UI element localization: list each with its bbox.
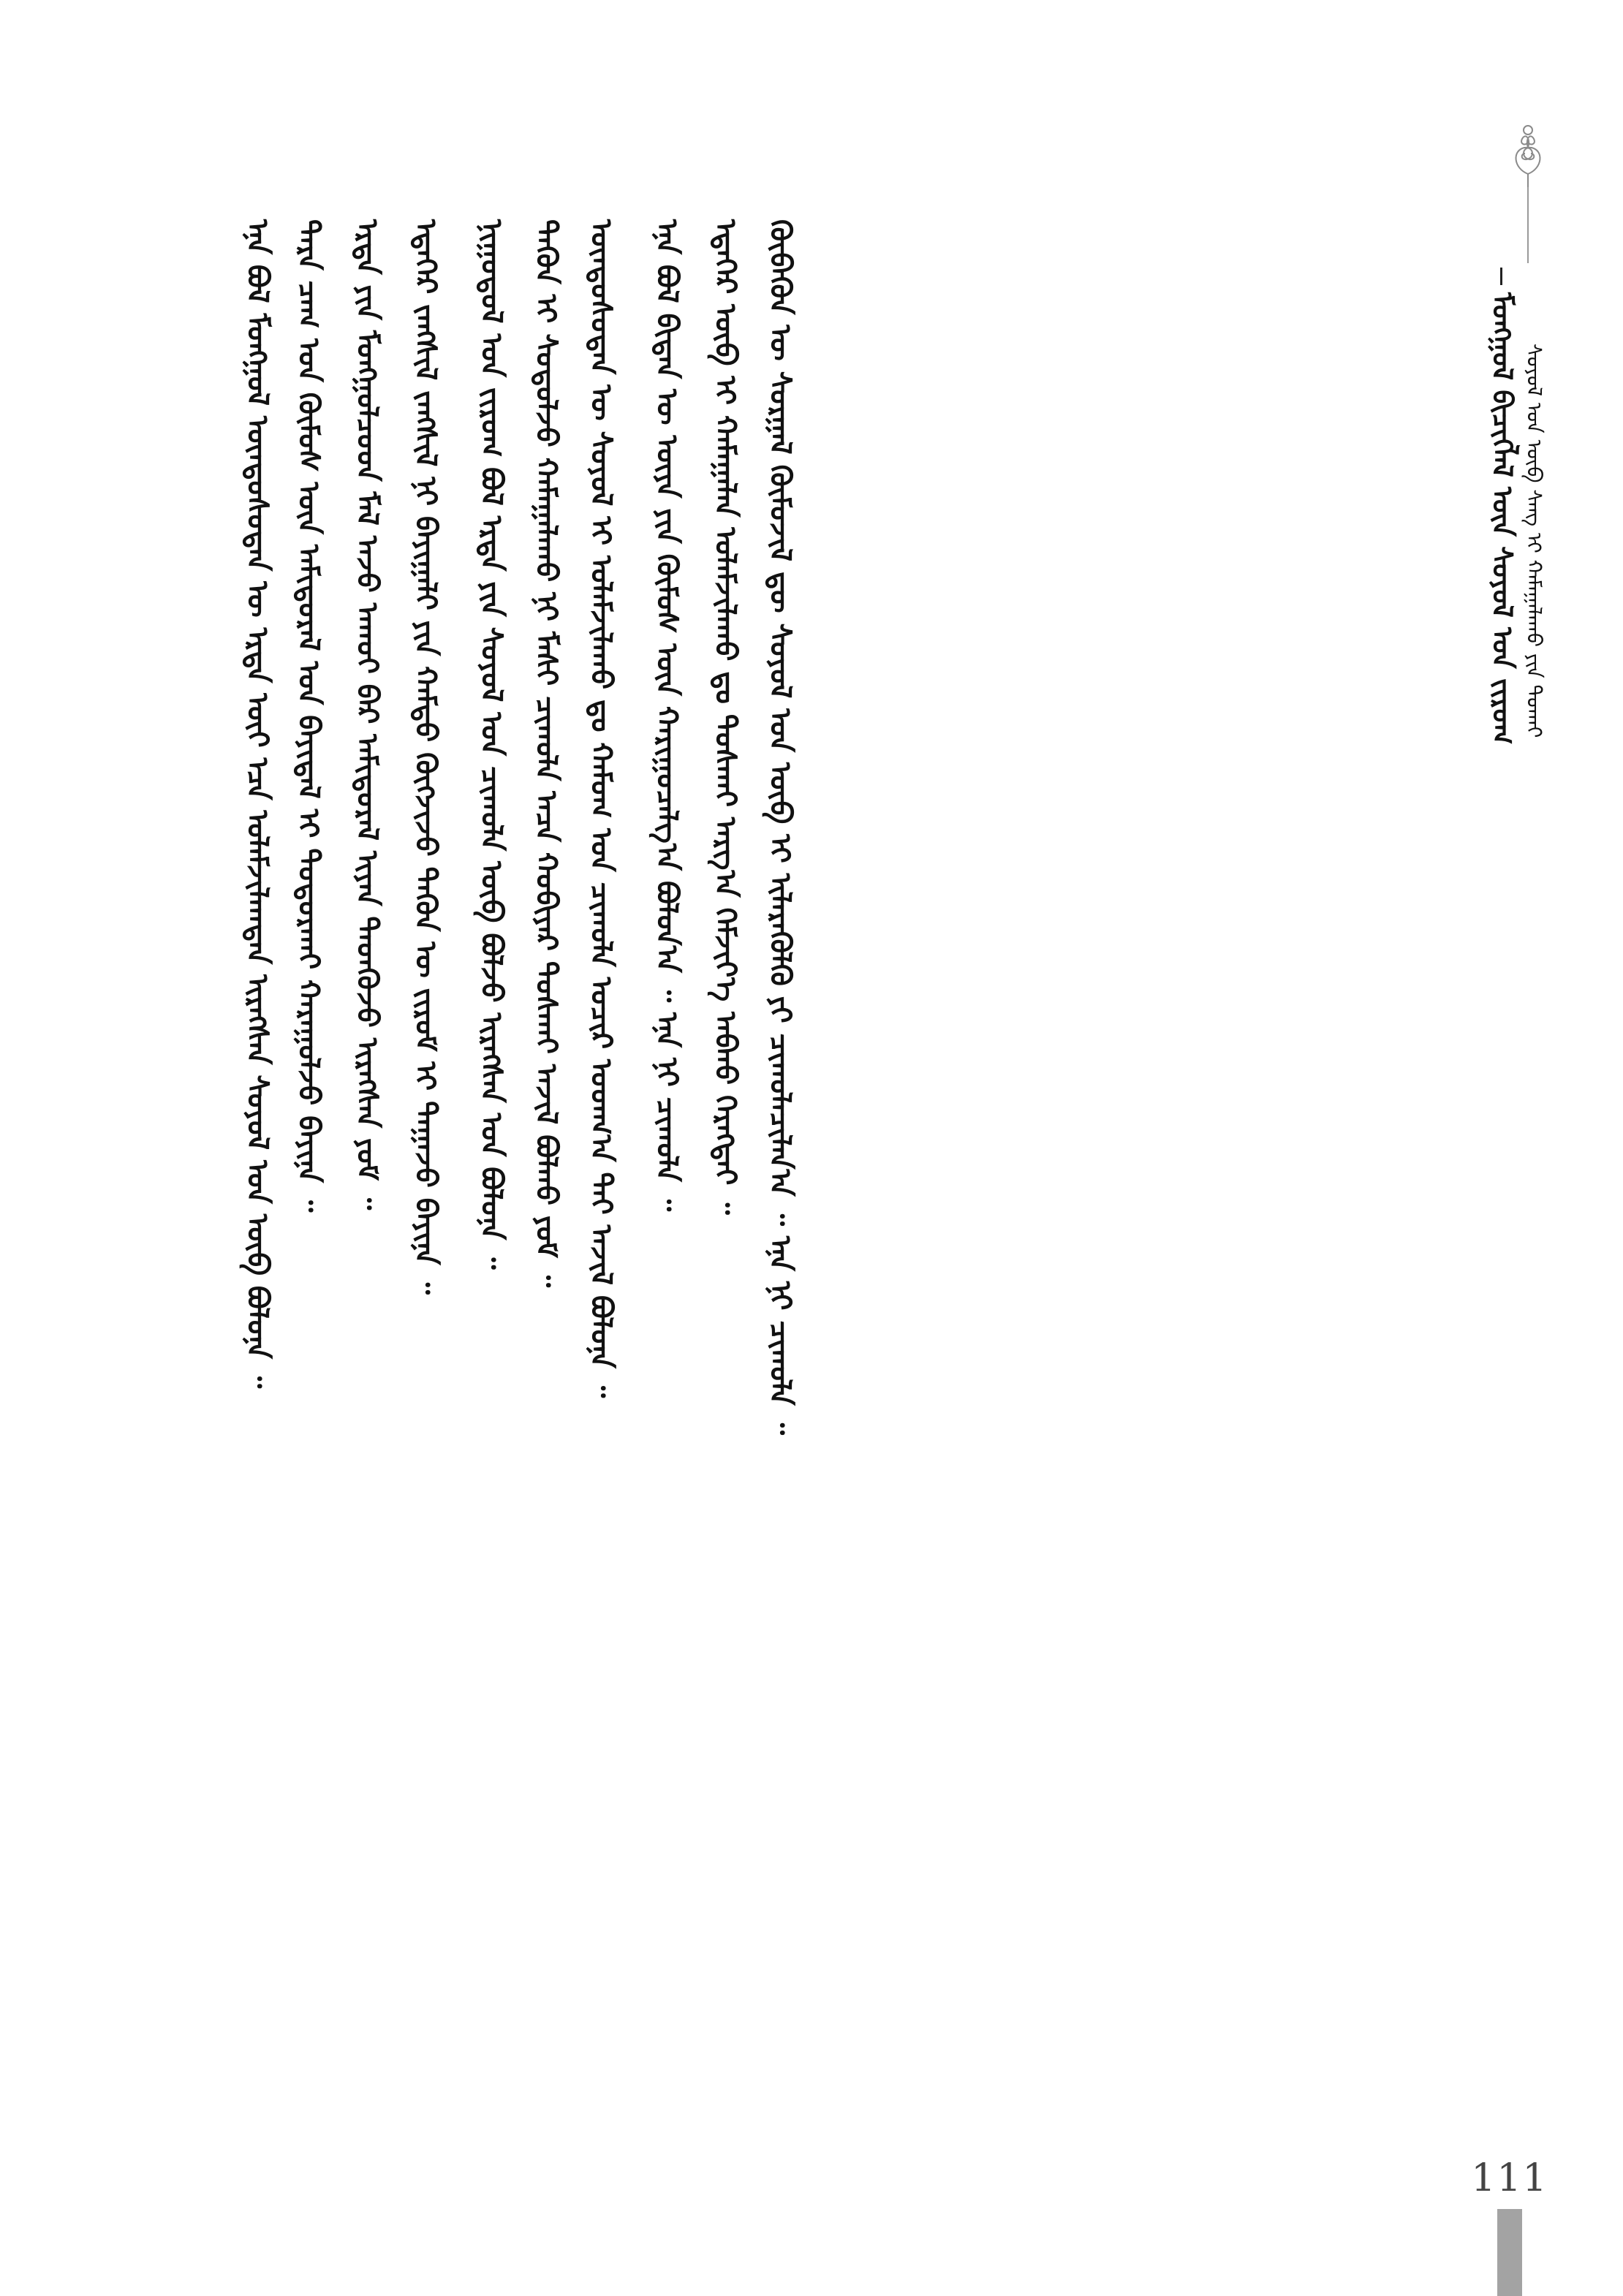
corner-ornament-icon bbox=[1491, 117, 1565, 263]
body-column: ᠡᠨᠡ ᠪᠣᠯ ᠮᠣᠩᠭᠣᠯ ᠦᠨᠳᠦᠰᠦᠲᠡᠨ ᠦ ᠡᠷᠲᠡ ᠦᠶ ᠡᠴᠡ ᠤᠯᠠᠮᠵᠢᠯᠠᠭᠳᠠᠨ ᠢᠷᠡᠭᠰᠡᠨ ᠰᠣᠶᠣᠯ ᠤᠨ ᠦᠪ ᠪᠣᠯᠤᠨᠠ ᠃ bbox=[241, 219, 274, 1389]
body-column: ᠬᠥᠪᠡᠭᠦᠨ ᠦ ᠰᠤᠷᠭᠠᠯ ᠬᠦᠮᠦᠵᠢᠯ ᠳᠦ ᠰᠣᠶᠣᠯ ᠤᠨ ᠦᠪ ᠢ ᠢᠯᠡᠷᠡᠭᠦᠯᠬᠦ ᠶᠢ ᠴᠢᠬᠤᠯᠠᠴᠢᠯᠠᠨ᠎ᠠ ᠃ ᠡᠨᠡ ᠨᠢ ᠴᠢᠬᠤᠯᠠ ᠃ bbox=[763, 219, 797, 1435]
body-column: ᠡᠳᠡᠭᠡᠷ ᠦᠪ ᠢ ᠬᠠᠮᠠᠭᠠᠯᠠᠨ ᠤᠯᠠᠮᠵᠢᠯᠠᠬᠤ ᠳᠤ ᠲᠤᠰᠬᠠᠢ ᠠᠷᠭ᠎ᠠ ᠬᠡᠮᠵᠢᠶ᠎ᠡ ᠠᠪᠬᠤ ᠬᠡᠷᠡᠭᠲᠡᠢ ᠃ bbox=[708, 219, 742, 1215]
body-column: ᠲᠡᠭᠦᠨ ᠢ ᠰᠣᠳᠤᠯᠵᠤ ᠬᠠᠮᠠᠭᠠᠯᠠᠬᠤ ᠨᠢ ᠮᠠᠰᠢ ᠴᠢᠬᠤᠯᠠ ᠠᠴᠠ ᠬᠤᠪᠢᠶᠠᠷ ᠲᠤᠰᠬᠠᠢ ᠠᠵᠢᠯ ᠪᠣᠯᠬᠤ ᠶᠤᠮ ᠃ bbox=[529, 219, 563, 1288]
body-column: ᠡᠳᠡᠭᠡᠷ ᠵᠠᠩᠱᠢᠯ ᠵᠠᠩᠱᠢᠯ ᠨᠢ ᠪᠠᠶᠢᠭᠠᠯᠢ ᠶᠢᠨ ᠬᠠᠮᠲᠤ ᠬᠥᠭᠵᠢᠵᠦ ᠲᠡᠭᠦᠨ ᠦ ᠵᠢᠷᠤᠮ ᠢ ᠳᠠᠭᠠᠵᠤ ᠪᠠᠶᠢᠨᠠ ᠃ bbox=[409, 219, 442, 1295]
body-column: ᠡᠷᠲᠡ ᠶᠢᠨ ᠮᠣᠩᠭᠣᠯᠴᠤᠳ ᠮᠠᠯ ᠠᠵᠤ ᠠᠬᠤᠢ ᠪᠡᠷ ᠠᠮᠢᠳᠤᠷᠠᠯ ᠢᠶᠠᠨ ᠲᠡᠳᠬᠦᠵᠦ ᠢᠷᠡᠭᠰᠡᠨ ᠶᠤᠮ ᠃ bbox=[350, 219, 384, 1210]
body-column: ᠨᠢᠭᠤᠳᠤᠯ ᠤᠨ ᠵᠢᠷᠤᠭ ᠪᠣᠯ ᠡᠷᠲᠡ ᠶᠢᠨ ᠰᠣᠶᠣᠯ ᠤᠨ ᠴᠢᠬᠤᠯᠠ ᠦᠪ ᠪᠣᠯᠵᠤ ᠢᠷᠡᠭᠰᠡᠨ ᠡᠳ ᠪᠣᠯᠤᠨᠠ ᠃ bbox=[474, 219, 508, 1270]
running-header-title: ᠮᠣᠩᠭᠣᠯ ᠪᠢᠴᠢᠭᠯᠡᠯ ᠦᠨ ᠰᠣᠶᠣᠯ ᠤᠨ ᠵᠢᠷᠤᠭ bbox=[1486, 292, 1518, 745]
page-edge-tab bbox=[1497, 2209, 1522, 2296]
page-number: 111 bbox=[1471, 2156, 1548, 2200]
header-dash bbox=[1500, 268, 1502, 285]
body-column: ᠦᠨᠳᠦᠰᠦᠲᠡᠨ ᠦ ᠰᠣᠶᠣᠯ ᠢ ᠤᠯᠠᠮᠵᠢᠯᠠᠬᠤ ᠳᠤ ᠬᠠᠮᠤᠭ ᠤᠨ ᠴᠢᠬᠤᠯᠠ ᠤᠴᠢᠷ ᠤᠳᠬ᠎ᠠ ᠲᠠᠶ ᠠᠵᠢᠯ ᠪᠣᠯᠤᠨᠠ ᠃ bbox=[584, 219, 618, 1398]
body-column: ᠲᠡᠷᠡ ᠴᠠᠭ ᠤᠨ ᠬᠦᠮᠦᠰ ᠦᠨ ᠠᠮᠢᠳᠤᠷᠠᠯ ᠤᠨ ᠪᠠᠶᠢᠳᠠᠯ ᠢ ᠲᠣᠳᠣᠷᠬᠠᠢ ᠬᠠᠷᠠᠭᠤᠯᠵᠤ ᠪᠠᠶᠢᠨᠠ ᠃ bbox=[292, 219, 325, 1213]
running-header-subtitle: ᠰᠣᠶᠣᠯ ᠤᠨ ᠦᠪ ᠰᠠᠩ ᠢ ᠬᠠᠮᠠᠭᠠᠯᠠᠬᠤ ᠶᠢᠨ ᠲᠤᠬᠠᠢ bbox=[1522, 344, 1546, 738]
body-column: ᠡᠨᠡ ᠪᠣᠯ ᠪᠢᠳᠡᠨ ᠦ ᠦᠶᠡ ᠶᠢᠨ ᠬᠦᠮᠦᠰ ᠦᠨ ᠬᠠᠷᠢᠭᠤᠴᠠᠯᠭ᠎ᠠ ᠪᠣᠯᠤᠨ᠎ᠠ ᠃ ᠡᠨᠡ ᠨᠢ ᠴᠢᠬᠤᠯᠠ ᠃ bbox=[650, 219, 684, 1212]
